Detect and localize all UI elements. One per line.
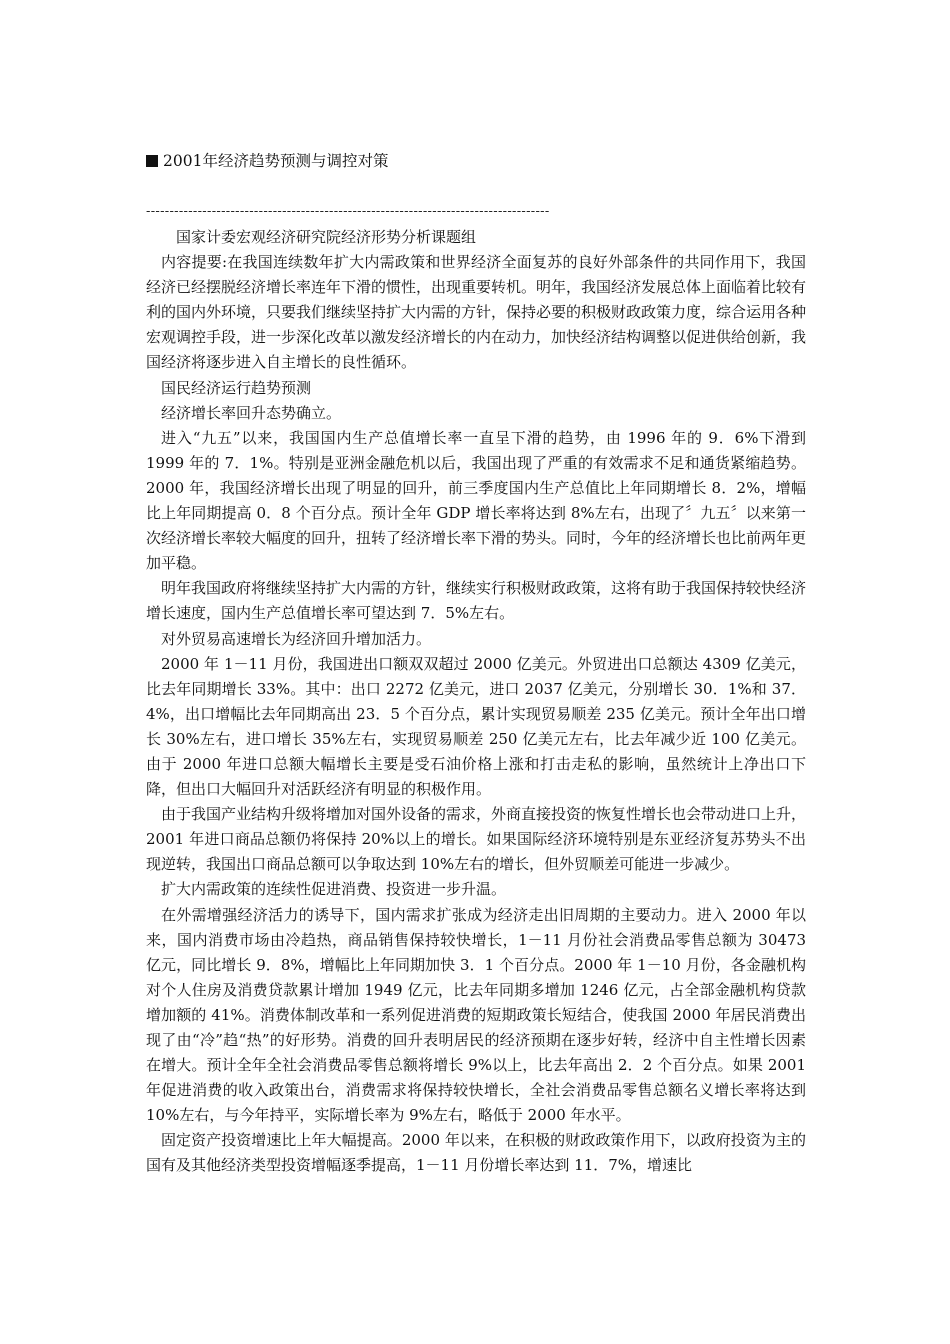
paragraph: 在外需增强经济活力的诱导下，国内需求扩张成为经济走出旧周期的主要动力。进入 2000 年以来，国内消费市场由冷趋热，商品销售保持较快增长，1－11 月份社会消费品零售总额为 30473 亿元，同比增长 9．8%，增幅比上年同期加快 3．1 个百分点。2000 年 1－10 月份，各金融机构对个人住房及消费贷款累计增加 1949 亿元，比去年同期多增加 1246 亿元，占全部金融机构贷款增加额的 41%。消费体制改革和一系列促进消费的短期政策长短结合，使我国 2000 年居民消费出现了由“冷”趋“热”的好形势。消费的回升表明居民的经济预期在逐步好转，经济中自主性增长因素在增大。预计全年全社会消费品零售总额将增长 9%以上，比去年高出 2．2 个百分点。如果 2001 年促进消费的收入政策出台，消费需求将保持较快增长，全社会消费品零售总额名义增长率将达到 10%左右，与今年持平，实际增长率为 9%左右，略低于 2000 年水平。 — [146, 905, 806, 1125]
byline: 国家计委宏观经济研究院经济形势分析课题组 — [176, 228, 477, 246]
document-body — [146, 225, 806, 1179]
black-square-icon — [146, 155, 158, 167]
paragraph: 固定资产投资增速比上年大幅提高。2000 年以来，在积极的财政政策作用下，以政府投资为主的国有及其他经济类型投资增幅逐季提高，1－11 月份增长率达到 11．7%，增速比 — [146, 1131, 806, 1175]
paragraph: 明年我国政府将继续坚持扩大内需的方针，继续实行积极财政政策，这将有助于我国保持较快经济增长速度，国内生产总值增长率可望达到 7．5%左右。 — [146, 579, 807, 623]
document-title-text: 2001年经济趋势预测与调控对策 — [163, 152, 389, 170]
paragraph: 由于我国产业结构升级将增加对国外设备的需求，外商直接投资的恢复性增长也会带动进口上升，2001 年进口商品总额仍将保持 20%以上的增长。如果国际经济环境特别是东亚经济复苏势头不出现逆转，我国出口商品总额可以争取达到 10%左右的增长，但外贸顺差可能进一步减少。 — [146, 805, 807, 874]
paragraph-summary: 内容提要:在我国连续数年扩大内需政策和世界经济全面复苏的良好外部条件的共同作用下，我国经济已经摆脱经济增长率连年下滑的惯性，出现重要转机。明年，我国经济发展总体上面临着比较有利的国内外环境，只要我们继续坚持扩大内需的方针，保持必要的积极财政政策力度，综合运用各种宏观调控手段，进一步深化改革以激发经济增长的内在动力，加快经济结构调整以促进供给创新，我国经济将逐步进入自主增长的良性循环。 — [146, 253, 807, 372]
subheading-growth: 经济增长率回升态势确立。 — [161, 403, 342, 422]
paragraph: 进入“九五”以来，我国国内生产总值增长率一直呈下滑的趋势，由 1996 年的 9．6%下滑到 1999 年的 7．1%。特别是亚洲金融危机以后，我国出现了严重的有效需求不足和通货紧缩趋势。2000 年，我国经济增长出现了明显的回升，前三季度国内生产总值比上年同期增长 8．2%，增幅比上年同期提高 0．8 个百分点。预计全年 GDP 增长率将达到 8%左右，出现了〞九五〞以来第一次经济增长率较大幅度的回升，扭转了经济增长率下滑的势头。同时，今年的经济增长也比前两年更加平稳。 — [146, 428, 807, 573]
subheading-domestic-demand: 扩大内需政策的连续性促进消费、投资进一步升温。 — [161, 880, 507, 899]
section-heading: 国民经济运行趋势预测 — [161, 378, 312, 397]
document-title — [146, 150, 388, 172]
separator-line: -------------------------------------------------------------------------------------- — [146, 204, 550, 219]
paragraph: 2000 年 1－11 月份，我国进出口额双双超过 2000 亿美元。外贸进出口总额达 4309 亿美元，比去年同期增长 33%。其中：出口 2272 亿美元，进口 2037 亿美元，分别增长 30．1%和 37．4%，出口增幅比去年同期高出 23．5 个百分点，累计实现贸易顺差 235 亿美元。预计全年出口增长 30%左右，进口增长 35%左右，实现贸易顺差 250 亿美元左右，比去年减少近 100 亿美元。由于 2000 年进口总额大幅增长主要是受石油价格上涨和打击走私的影响，虽然统计上净出口下降，但出口大幅回升对活跃经济有明显的积极作用。 — [146, 654, 806, 799]
subheading-trade: 对外贸易高速增长为经济回升增加活力。 — [161, 629, 432, 648]
